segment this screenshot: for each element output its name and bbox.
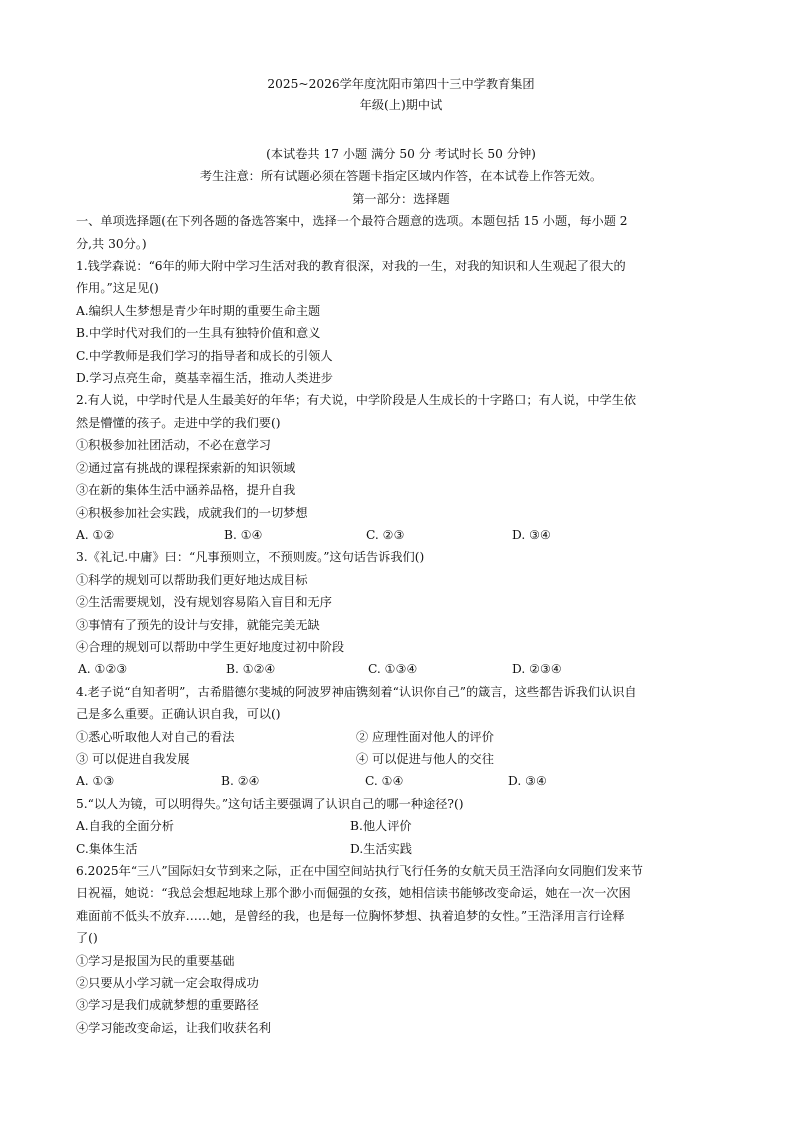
question-2-stem-cont: 然是懵懂的孩子。走进中学的我们要() <box>76 415 281 430</box>
question-4-stem-cont: 己是多么重要。正确认识自我，可以() <box>76 707 281 722</box>
question-3-item-3: ③事情有了预先的设计与安排，就能完美无缺 <box>76 617 320 632</box>
question-2-option-d: D. ③④ <box>512 527 551 542</box>
question-2-choices <box>76 524 726 546</box>
question-3-item-2: ②生活需要规划，没有规划容易陷入盲目和无序 <box>76 595 332 610</box>
question-5-choices-row-1 <box>76 815 726 837</box>
question-3-item-4: ④合理的规划可以帮助中学生更好地度过初中阶段 <box>76 639 345 654</box>
question-6-item-4: ④学习能改变命运，让我们收获名利 <box>76 1020 271 1035</box>
question-5-option-c: C.集体生活 <box>76 841 138 856</box>
question-3-stem: 3.《礼记.中庸》曰：“凡事预则立，不预则废。”这句话告诉我们() <box>76 550 425 565</box>
question-1-option-b: B.中学时代对我们的一生具有独特价值和意义 <box>76 326 321 341</box>
question-4-items-row-1 <box>76 726 726 748</box>
exam-info: (本试卷共 17 小题 满分 50 分 考试时长 50 分钟) <box>266 147 536 161</box>
exam-notice: 考生注意：所有试题必须在答题卡指定区域内作答，在本试卷上作答无效。 <box>199 169 603 184</box>
question-2-stem: 2.有人说，中学时代是人生最美好的年华；有犬说，中学阶段是人生成长的十字路口；有人说，中学生依 <box>76 393 637 408</box>
question-5-option-d: D.生活实践 <box>350 841 412 856</box>
question-3-option-a: A. ①②③ <box>78 662 128 677</box>
question-2-option-b: B. ①④ <box>224 527 263 542</box>
question-3-option-d: D. ②③④ <box>512 662 562 677</box>
question-4-option-c: C. ①④ <box>365 774 404 789</box>
question-6-item-1: ①学习是报国为民的重要基础 <box>76 953 235 968</box>
question-4-items-row-2 <box>76 748 726 770</box>
question-4-option-b: B. ②④ <box>221 774 260 789</box>
question-6-stem-cont-1: 日祝福，她说：“我总会想起地球上那个渺小而倔强的女孩，她相信读书能够改变命运，她在一次一次困 <box>76 886 631 901</box>
question-5-choices-row-2 <box>76 838 726 860</box>
question-4-item-1: ①悉心听取他人对自己的看法 <box>76 729 235 744</box>
question-6-item-3: ③学习是我们成就梦想的重要路径 <box>76 998 259 1013</box>
question-2-item-3: ③在新的集体生活中涵养品格，提升自我 <box>76 483 296 498</box>
question-4-choices <box>76 770 726 792</box>
question-6-stem: 6.2025年“三八”国际妇女节到来之际，正在中国空间站执行飞行任务的女航天员王浩泽向女同胞们发来节 <box>76 864 643 878</box>
question-3-choices <box>76 658 726 680</box>
question-5-option-a: A.自我的全面分析 <box>76 819 174 834</box>
question-1-option-d: D.学习点亮生命，奠基幸福生活，推动人类进步 <box>76 371 333 386</box>
question-3-item-1: ①科学的规划可以帮助我们更好地达成目标 <box>76 572 308 587</box>
question-2-item-4: ④积极参加社会实践，成就我们的一切梦想 <box>76 505 308 520</box>
question-4-option-a: A. ①③ <box>76 774 115 789</box>
question-2-item-2: ②通过富有挑战的课程探索新的知识领域 <box>76 460 296 475</box>
question-4-option-d: D. ③④ <box>508 774 547 789</box>
question-3-option-c: C. ①③④ <box>368 662 418 677</box>
question-4-item-2: ② 应理性面对他人的评价 <box>356 729 494 744</box>
exam-subtitle: 年级(上)期中试 <box>359 98 443 112</box>
exam-page <box>76 74 726 1039</box>
question-1-stem-cont: 作用。”这足见() <box>76 281 159 296</box>
question-1-option-a: A.编织人生梦想是青少年时期的重要生命主题 <box>76 303 321 318</box>
question-2-item-1: ①积极参加社团活动，不必在意学习 <box>76 438 271 453</box>
question-5-stem: 5.“以人为镜，可以明得失。”这句话主要强调了认识自己的哪一种途径?() <box>76 796 464 811</box>
section-instruction-cont: 分,共 30分。) <box>76 236 147 251</box>
question-6-stem-cont-3: 了() <box>76 931 98 946</box>
question-1-option-c: C.中学教师是我们学习的指导者和成长的引领人 <box>76 348 333 363</box>
question-2-option-c: C. ②③ <box>366 527 405 542</box>
question-6-item-2: ②只要从小学习就一定会取得成功 <box>76 976 259 991</box>
question-5-option-b: B.他人评价 <box>350 819 412 834</box>
question-4-stem: 4.老子说“自知者明”，古希腊德尔斐城的阿波罗神庙镌刻着“认识你自己”的箴言，这些都告诉我们认识自 <box>76 684 637 699</box>
question-4-item-3: ③ 可以促进自我发展 <box>76 751 190 766</box>
question-6-stem-cont-2: 难面前不低头不放弃……她，是曾经的我，也是每一位胸怀梦想、执着追梦的女性。”王浩泽用言行诠释 <box>76 908 625 923</box>
question-2-option-a: A. ①② <box>76 527 115 542</box>
question-3-option-b: B. ①②④ <box>226 662 276 677</box>
spacer <box>76 116 726 143</box>
section-instruction: 一、单项选择题(在下列各题的备选答案中，选择一个最符合题意的选项。本题包括 15 小题，每小题 2 <box>76 214 628 229</box>
question-4-item-4: ④ 可以促进与他人的交往 <box>356 751 494 766</box>
exam-title: 2025~2026学年度沈阳市第四十三中学教育集团 <box>267 77 535 91</box>
question-1-stem: 1.钱学森说：“6年的师大附中学习生活对我的教育很深，对我的一生，对我的知识和人生观起了很大的 <box>76 259 626 274</box>
part-heading: 第一部分：选择题 <box>352 191 450 206</box>
